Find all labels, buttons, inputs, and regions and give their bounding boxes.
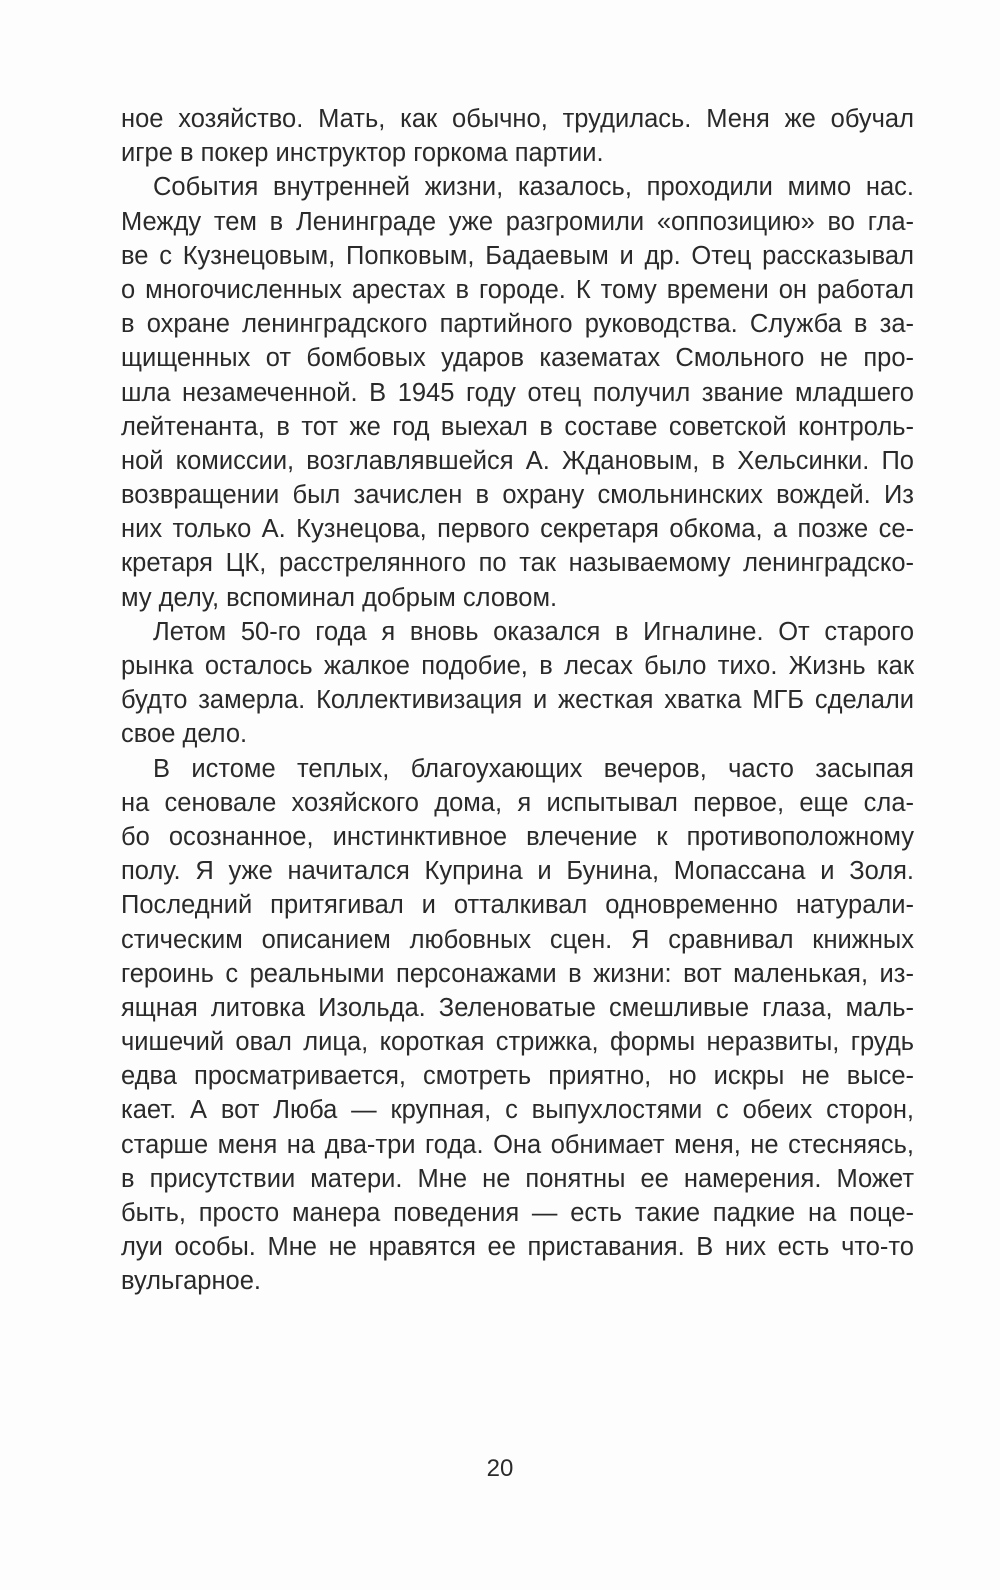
text-line: ве с Кузнецовым, Попковым, Бадаевым и др. Отец рассказывал bbox=[121, 241, 914, 270]
paragraph-start-line: События внутренней жизни, казалось, проходили мимо нас. bbox=[153, 173, 914, 202]
text-line: Между тем в Ленинграде уже разгромили «оппозицию» во гла- bbox=[121, 207, 914, 236]
text-line: них только А. Кузнецова, первого секретаря обкома, а позже се- bbox=[121, 515, 914, 544]
text-line: в охране ленинградского партийного руководства. Служба в за- bbox=[121, 310, 914, 339]
text-line: полу. Я уже начитался Куприна и Бунина, Мопассана и Золя. bbox=[121, 857, 914, 886]
text-line: свое дело. bbox=[121, 720, 248, 749]
text-line: старше меня на два-три года. Она обнимает меня, не стесняясь, bbox=[121, 1130, 914, 1159]
text-line: рынка осталось жалкое подобие, в лесах было тихо. Жизнь как bbox=[121, 652, 914, 680]
text-line: лейтенанта, в тот же год выехал в составе советской контроль- bbox=[121, 412, 914, 441]
text-line: будто замерла. Коллективизация и жесткая хватка МГБ сделали bbox=[121, 686, 914, 715]
text-line: возвращении был зачислен в охрану смольнинских вождей. Из bbox=[121, 481, 914, 510]
text-line: кает. А вот Люба — крупная, с выпухлостями с обеих сторон, bbox=[121, 1096, 914, 1125]
text-line: игре в покер инструктор горкома партии. bbox=[121, 139, 604, 168]
paragraph-start-line: Летом 50-го года я вновь оказался в Игналине. От старого bbox=[153, 617, 914, 646]
text-line: чишечий овал лица, короткая стрижка, формы неразвиты, грудь bbox=[121, 1028, 914, 1057]
text-line: едва просматривается, смотреть приятно, но искры не высе- bbox=[121, 1062, 914, 1091]
text-line: ящная литовка Изольда. Зеленоватые смешливые глаза, маль- bbox=[121, 993, 914, 1022]
text-line: Последний притягивал и отталкивал одновременно натурали- bbox=[121, 891, 914, 920]
text-line: ное хозяйство. Мать, как обычно, трудилась. Меня же обучал bbox=[121, 105, 914, 133]
text-line: ной комиссии, возглавлявшейся А. Ждановым, в Хельсинки. По bbox=[121, 446, 914, 475]
body-text bbox=[121, 102, 914, 1299]
text-line: вульгарное. bbox=[121, 1267, 261, 1296]
text-line: бо осознанное, инстинктивное влечение к противоположному bbox=[121, 822, 914, 851]
text-line: в присутствии матери. Мне не понятны ее намерения. Может bbox=[121, 1164, 914, 1193]
text-line: кретаря ЦК, расстрелянного по так называемому ленинградско- bbox=[121, 549, 914, 578]
text-line: быть, просто манера поведения — есть такие падкие на поце- bbox=[121, 1199, 914, 1227]
page-number: 20 bbox=[486, 1455, 514, 1482]
text-line: му делу, вспоминал добрым словом. bbox=[121, 583, 558, 612]
text-line: героинь с реальными персонажами в жизни: вот маленькая, из- bbox=[121, 959, 914, 988]
text-line: о многочисленных арестах в городе. К тому времени он работал bbox=[121, 275, 914, 304]
paragraph-start-line: В истоме теплых, благоухающих вечеров, часто засыпая bbox=[153, 754, 914, 783]
text-line: щищенных от бомбовых ударов казематах Смольного не про- bbox=[121, 344, 914, 373]
text-line: на сеновале хозяйского дома, я испытывал первое, еще сла- bbox=[121, 788, 914, 817]
text-line: шла незамеченной. В 1945 году отец получил звание младшего bbox=[121, 378, 914, 407]
text-line: луи особы. Мне не нравятся ее приставания. В них есть что-то bbox=[121, 1233, 914, 1262]
text-line: стическим описанием любовных сцен. Я сравнивал книжных bbox=[121, 925, 914, 954]
